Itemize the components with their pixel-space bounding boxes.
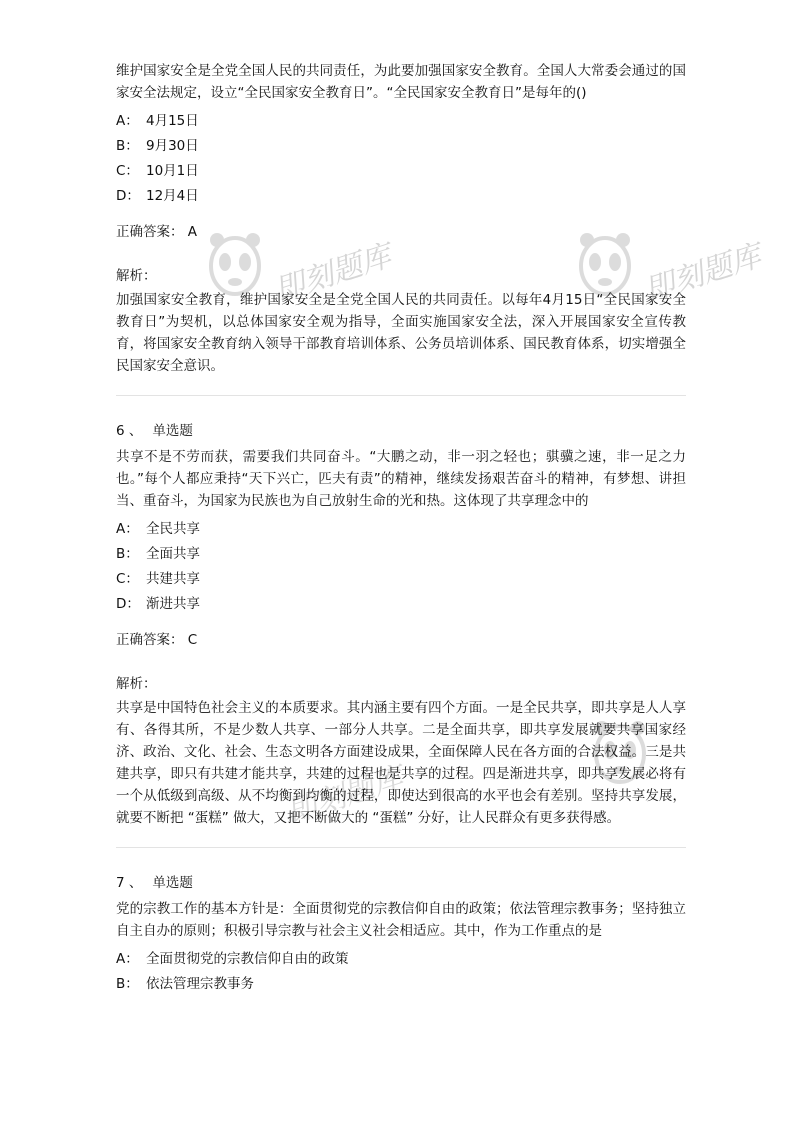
question-stem: 共享不是不劳而获，需要我们共同奋斗。“大鹏之动，非一羽之轻也；骐骥之速，非一足之力也。”每个人都应秉持“天下兴亡，匹夫有责”的精神，继续发扬艰苦奋斗的精神，有梦想、讲担当、重奋斗，为国家为民族也为自己放射生命的光和热。这体现了共享理念中的 — [116, 449, 686, 509]
options-list — [116, 518, 686, 615]
question-header — [116, 872, 686, 894]
question-number: 7 、 — [116, 875, 143, 891]
correct-answer: 正确答案： A — [116, 224, 198, 240]
option-b[interactable]: B： 全面共享 — [116, 546, 200, 562]
question-6 — [116, 420, 686, 829]
question-stem: 维护国家安全是全党全国人民的共同责任，为此要加强国家安全教育。全国人大常委会通过的国家安全法规定，设立“全民国家安全教育日”。“全民国家安全教育日”是每年的() — [116, 63, 686, 101]
option-a[interactable]: A： 全面贯彻党的宗教信仰自由的政策 — [116, 951, 349, 967]
option-b[interactable]: B： 依法管理宗教事务 — [116, 976, 254, 992]
analysis-text: 共享是中国特色社会主义的本质要求。其内涵主要有四个方面。一是全民共享，即共享是人人享有、各得其所，不是少数人共享、一部分人共享。二是全面共享，即共享发展就要共享国家经济、政治、文化、社会、生态文明各方面建设成果，全面保障人民在各方面的合法权益。三是共建共享，即只有共建才能共享，共建的过程也是共享的过程。四是渐进共享，即共享发展必将有一个从低级到高级、从不均衡到均衡的过程，即使达到很高的水平也会有差别。坚持共享发展，就要不断把 “蛋糕” 做大，又把不断做大的 “蛋糕” 分好，让人民群众有更多获得感。 — [116, 700, 686, 826]
correct-answer: 正确答案： C — [116, 632, 198, 648]
analysis-label: 解析： — [116, 676, 157, 692]
option-c[interactable]: C： 共建共享 — [116, 571, 200, 587]
question-type: 单选题 — [152, 423, 193, 439]
question-5 — [116, 60, 686, 377]
question-stem: 党的宗教工作的基本方针是：全面贯彻党的宗教信仰自由的政策；依法管理宗教事务；坚持独立自主自办的原则；积极引导宗教与社会主义社会相适应。其中，作为工作重点的是 — [116, 901, 686, 939]
watermark-text-right: 即刻题库 — [640, 238, 766, 309]
option-a[interactable]: A： 4月15日 — [116, 113, 199, 129]
document-page — [116, 60, 686, 998]
option-b[interactable]: B： 9月30日 — [116, 138, 199, 154]
question-number: 6 、 — [116, 423, 143, 439]
section-divider — [116, 395, 686, 396]
option-d[interactable]: D： 12月4日 — [116, 188, 199, 204]
watermark-text-left: 即刻题库 — [270, 238, 396, 309]
question-header — [116, 420, 686, 442]
option-d[interactable]: D： 渐进共享 — [116, 596, 200, 612]
analysis-text: 加强国家安全教育，维护国家安全是全党全国人民的共同责任。以每年4月15日“全民国家安全教育日”为契机，以总体国家安全观为指导，全面实施国家安全法，深入开展国家安全宣传教育，将国家安全教育纳入领导干部教育培训体系、公务员培训体系、国民教育体系，切实增强全民国家安全意识。 — [116, 292, 686, 374]
watermark-text-mid: 即刻题库 — [282, 760, 408, 831]
question-7 — [116, 872, 686, 995]
option-a[interactable]: A： 全民共享 — [116, 521, 200, 537]
analysis-label: 解析： — [116, 268, 157, 284]
options-list — [116, 110, 686, 207]
section-divider — [116, 847, 686, 848]
options-list — [116, 948, 686, 995]
question-type: 单选题 — [152, 875, 193, 891]
option-c[interactable]: C： 10月1日 — [116, 163, 199, 179]
